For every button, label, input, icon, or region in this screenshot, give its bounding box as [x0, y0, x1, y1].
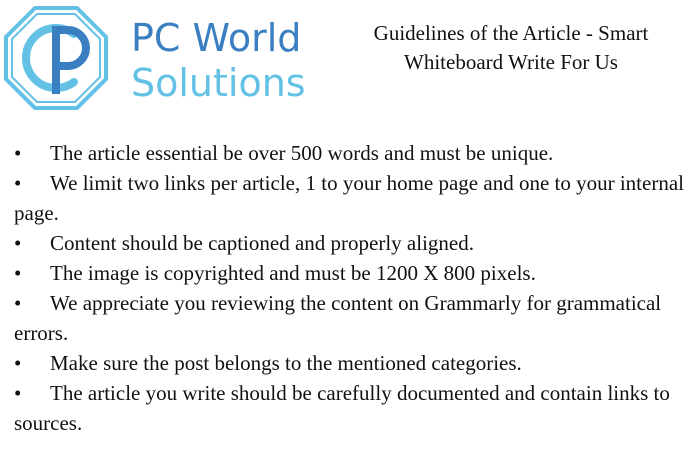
- bullet-icon: •: [14, 231, 22, 255]
- guideline-text: Content should be captioned and properly aligned.: [50, 231, 474, 255]
- guidelines-list: [14, 138, 686, 438]
- bullet-icon: •: [14, 171, 22, 195]
- guideline-text: We appreciate you reviewing the content on Grammarly for grammatical errors.: [14, 291, 662, 345]
- guideline-item: [14, 348, 686, 378]
- brand-name-line1: PC World: [131, 16, 302, 60]
- guideline-item: [14, 258, 686, 288]
- guideline-item: [14, 228, 686, 258]
- brand-logo: [4, 6, 344, 106]
- guideline-text: We limit two links per article, 1 to your home page and one to your internal page.: [14, 171, 684, 225]
- guideline-item: [14, 378, 686, 438]
- brand-name-line2: Solutions: [131, 61, 306, 105]
- cp-octagon-logo-icon: [4, 6, 108, 110]
- guideline-item: [14, 138, 686, 168]
- bullet-icon: •: [14, 351, 22, 375]
- guideline-item: [14, 168, 686, 228]
- bullet-icon: •: [14, 261, 22, 285]
- guideline-text: The image is copyrighted and must be 1200 X 800 pixels.: [50, 261, 536, 285]
- bullet-icon: •: [14, 381, 22, 405]
- article-title: Guidelines of the Article - Smart Whiteboard Write For Us: [373, 21, 649, 74]
- guideline-text: The article essential be over 500 words and must be unique.: [50, 141, 554, 165]
- guideline-text: The article you write should be carefully documented and contain links to sources.: [14, 381, 670, 435]
- bullet-icon: •: [14, 141, 22, 165]
- bullet-icon: •: [14, 291, 22, 315]
- guideline-item: [14, 288, 686, 348]
- guideline-text: Make sure the post belongs to the mentioned categories.: [50, 351, 522, 375]
